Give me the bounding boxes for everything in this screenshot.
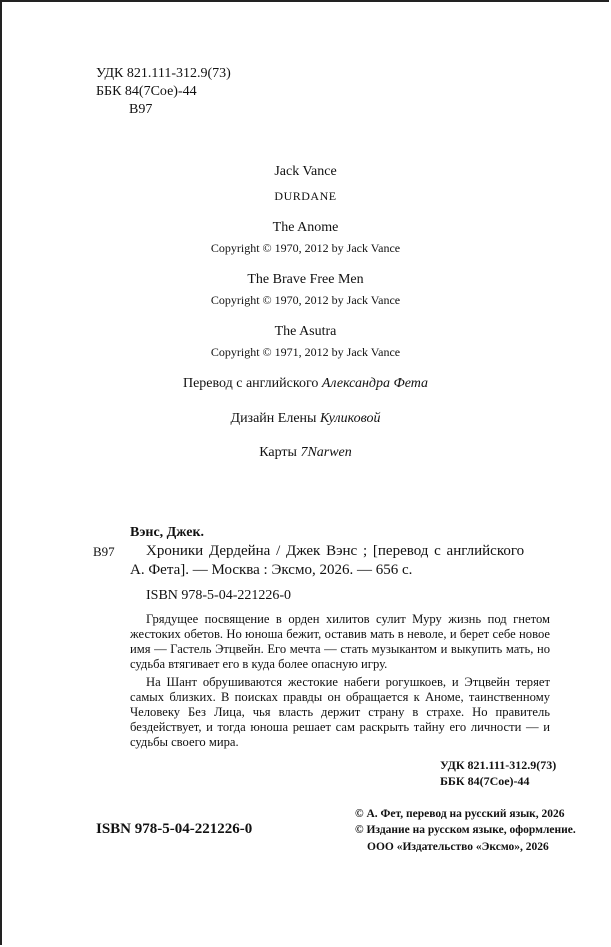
original-series: DURDANE <box>274 189 337 203</box>
translation-credit <box>0 377 611 391</box>
book-title: The Anome <box>272 220 339 235</box>
design-label: Дизайн Елены <box>230 411 320 426</box>
catalog-author: Вэнс, Джек. <box>130 525 205 540</box>
book-copyright: Copyright © 1970, 2012 by Jack Vance <box>210 293 401 307</box>
catalog-line-2: А. Фета]. — Москва : Эксмо, 2026. — 656 с. <box>130 562 413 578</box>
maps-credit <box>0 446 611 460</box>
book-title: The Asutra <box>274 324 337 339</box>
design-credit <box>0 412 611 426</box>
catalog-isbn: ISBN 978-5-04-221226-0 <box>146 588 292 603</box>
maps-author: 7Narwen <box>300 445 352 460</box>
annotation-paragraph: На Шант обрушиваются жестокие набеги рогушкоев, и Этцвейн теряет самых близких. В поисках правды он обращается к Аноме, таинственному Человеку Без Лица, чья власть держит страну в страхе. Но правитель бездействует, и тогда юноша решает сам раскрыть тайну его личности — и судьбы своего мира. <box>130 675 550 749</box>
copyright-edition: © Издание на русском языке, оформление. <box>355 824 576 836</box>
book-title: The Brave Free Men <box>247 272 364 287</box>
designer-name: Куликовой <box>319 411 381 426</box>
maps-label: Карты <box>259 445 301 460</box>
footer-isbn: ISBN 978-5-04-221226-0 <box>96 821 253 837</box>
book-copyright: Copyright © 1970, 2012 by Jack Vance <box>210 241 401 255</box>
translator-name: Александра Фета <box>321 376 429 391</box>
book-copyright: Copyright © 1971, 2012 by Jack Vance <box>210 345 401 359</box>
catalog-udk: УДК 821.111-312.9(73) <box>440 758 557 772</box>
catalog-bbk: ББК 84(7Сое)-44 <box>440 774 530 788</box>
catalog-code: В97 <box>93 544 115 559</box>
copyright-publisher: ООО «Издательство «Эксмо», 2026 <box>367 841 549 853</box>
udk-code: УДК 821.111-312.9(73) <box>96 66 231 81</box>
translation-label: Перевод с английского <box>182 376 322 391</box>
catalog-line-1: Хроники Дердейна / Джек Вэнс ; [перевод с английского <box>146 543 525 559</box>
annotation-paragraph: Грядущее посвящение в орден хилитов сулит Муру жизнь под гнетом жестоких обетов. Но юноша бежит, оставив мать в неволе, и берет себе новое имя — Гастель Этцвейн. Его мечта — стать музыкантом и выкупить мать, но судьба втягивает его в куда более опасную игру. <box>130 612 550 671</box>
copyright-translation: © А. Фет, перевод на русский язык, 2026 <box>355 808 565 820</box>
author-code: В97 <box>129 102 153 117</box>
original-author: Jack Vance <box>274 164 337 179</box>
bbk-code: ББК 84(7Сое)-44 <box>96 84 197 99</box>
